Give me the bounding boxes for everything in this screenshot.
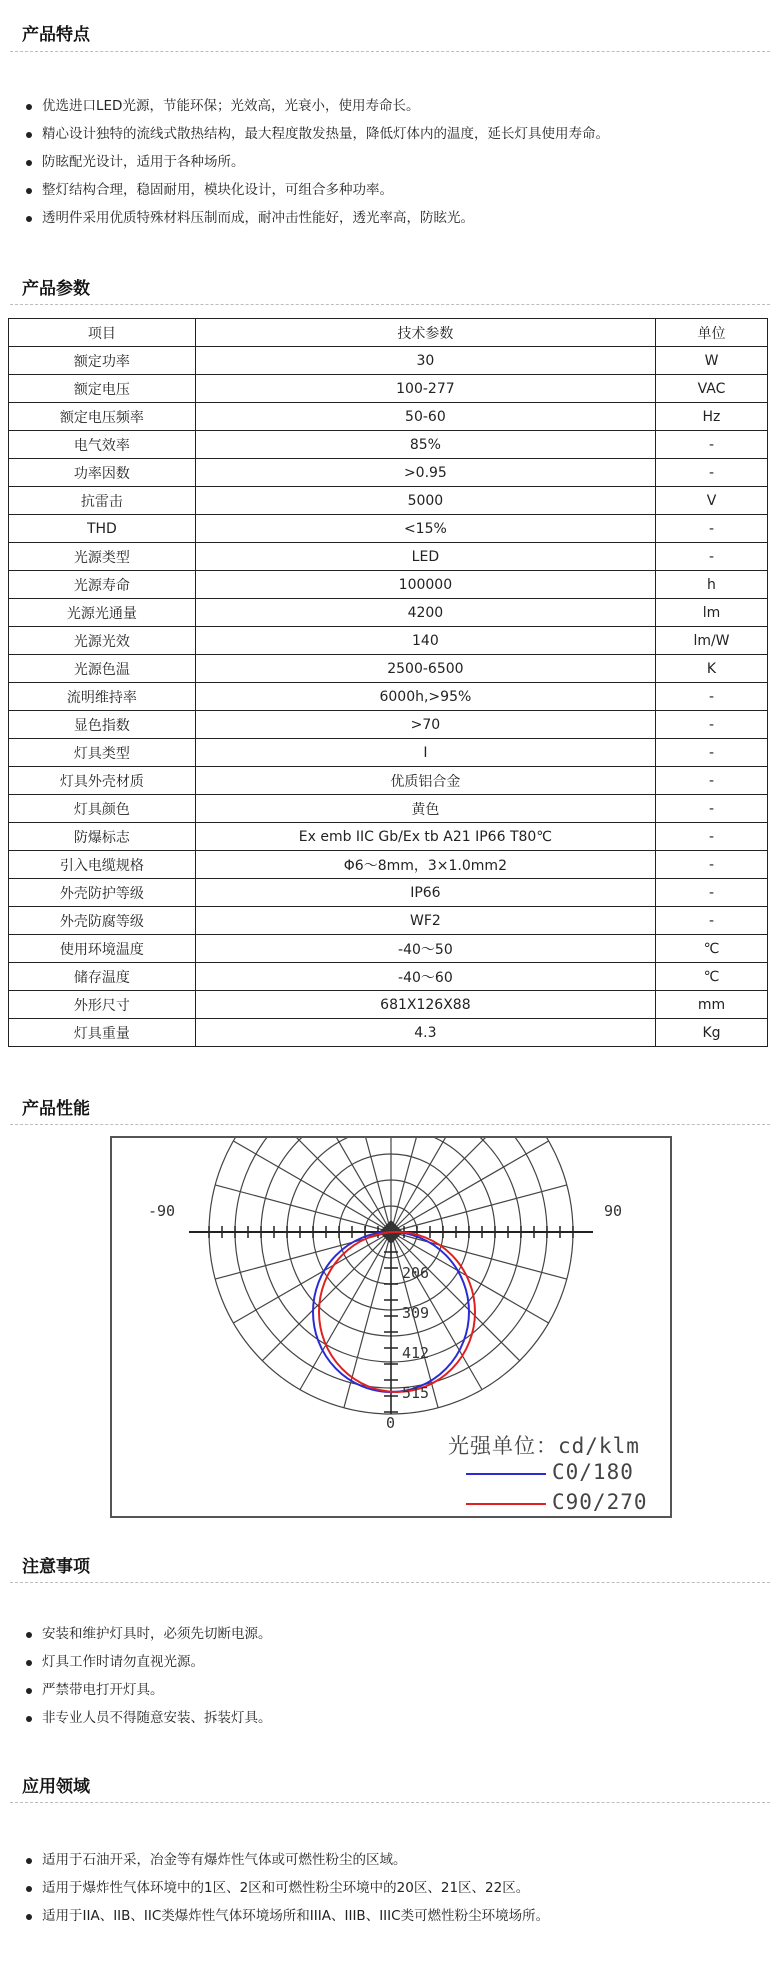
param-name-cell: 光源寿命 xyxy=(9,571,196,599)
param-value-cell: 黄色 xyxy=(195,795,655,823)
notes-title: 注意事项 xyxy=(22,1557,90,1577)
params-table xyxy=(8,318,768,1047)
table-row xyxy=(9,571,768,599)
table-row xyxy=(9,935,768,963)
table-row xyxy=(9,711,768,739)
param-value-cell: 6000h,>95% xyxy=(195,683,655,711)
param-name-cell: 引入电缆规格 xyxy=(9,851,196,879)
param-value-cell: LED xyxy=(195,543,655,571)
applications-divider xyxy=(10,1802,770,1803)
param-name-cell: 外形尺寸 xyxy=(9,991,196,1019)
param-name-cell: 防爆标志 xyxy=(9,823,196,851)
param-unit-cell: V xyxy=(655,487,767,515)
param-value-cell: 优质铝合金 xyxy=(195,767,655,795)
param-unit-cell: - xyxy=(655,879,767,907)
header-unit: 单位 xyxy=(655,319,767,347)
param-name-cell: 显色指数 xyxy=(9,711,196,739)
table-row xyxy=(9,795,768,823)
legend-swatch-blue xyxy=(466,1473,546,1475)
param-name-cell: 光源类型 xyxy=(9,543,196,571)
param-name-cell: 灯具类型 xyxy=(9,739,196,767)
param-name-cell: 灯具外壳材质 xyxy=(9,767,196,795)
param-unit-cell: ℃ xyxy=(655,935,767,963)
param-unit-cell: - xyxy=(655,739,767,767)
list-item: 防眩配光设计，适用于各种场所。 xyxy=(22,148,609,176)
features-title: 产品特点 xyxy=(22,25,90,45)
param-unit-cell: - xyxy=(655,459,767,487)
param-unit-cell: lm/W xyxy=(655,627,767,655)
param-unit-cell: - xyxy=(655,907,767,935)
table-row xyxy=(9,879,768,907)
list-item: 适用于IIA、IIB、IIC类爆炸性气体环境场所和IIIA、IIIB、IIIC类可燃性粉尘环境场所。 xyxy=(22,1902,549,1930)
param-value-cell: 85% xyxy=(195,431,655,459)
table-row xyxy=(9,1019,768,1047)
param-unit-cell: - xyxy=(655,823,767,851)
param-value-cell: >70 xyxy=(195,711,655,739)
grid-spoke xyxy=(262,1232,391,1361)
features-divider xyxy=(10,51,770,52)
param-value-cell: >0.95 xyxy=(195,459,655,487)
list-item: 精心设计独特的流线式散热结构，最大程度散发热量，降低灯体内的温度，延长灯具使用寿命。 xyxy=(22,120,609,148)
param-value-cell: WF2 xyxy=(195,907,655,935)
param-name-cell: 额定电压频率 xyxy=(9,403,196,431)
legend-swatch-red xyxy=(466,1503,546,1505)
param-value-cell: -40～50 xyxy=(195,935,655,963)
param-unit-cell: - xyxy=(655,543,767,571)
param-unit-cell: - xyxy=(655,431,767,459)
angle-label-right: 90 xyxy=(604,1202,623,1220)
param-value-cell: 4.3 xyxy=(195,1019,655,1047)
param-value-cell: 30 xyxy=(195,347,655,375)
param-value-cell: 4200 xyxy=(195,599,655,627)
param-name-cell: 外壳防护等级 xyxy=(9,879,196,907)
param-name-cell: 外壳防腐等级 xyxy=(9,907,196,935)
param-unit-cell: - xyxy=(655,795,767,823)
radial-tick-label: 515 xyxy=(402,1384,430,1402)
table-row xyxy=(9,599,768,627)
table-row xyxy=(9,767,768,795)
legend-label: C90/270 xyxy=(552,1490,648,1514)
param-name-cell: 电气效率 xyxy=(9,431,196,459)
param-value-cell: 2500-6500 xyxy=(195,655,655,683)
table-row xyxy=(9,655,768,683)
table-row xyxy=(9,991,768,1019)
table-row xyxy=(9,487,768,515)
grid-spoke xyxy=(391,1185,567,1232)
param-name-cell: 使用环境温度 xyxy=(9,935,196,963)
param-unit-cell: - xyxy=(655,767,767,795)
radial-tick-label: 206 xyxy=(402,1264,430,1282)
param-unit-cell: K xyxy=(655,655,767,683)
param-name-cell: 光源光通量 xyxy=(9,599,196,627)
param-unit-cell: W xyxy=(655,347,767,375)
list-item: 灯具工作时请勿直视光源。 xyxy=(22,1648,272,1676)
radial-tick-label: 412 xyxy=(402,1344,430,1362)
table-header-row xyxy=(9,319,768,347)
table-row xyxy=(9,851,768,879)
table-row xyxy=(9,375,768,403)
params-divider xyxy=(10,304,770,305)
header-spec: 技术参数 xyxy=(195,319,655,347)
param-name-cell: 额定功率 xyxy=(9,347,196,375)
grid-spoke xyxy=(262,1138,391,1232)
grid-spoke xyxy=(391,1141,549,1232)
param-value-cell: 50-60 xyxy=(195,403,655,431)
list-item: 适用于石油开采，冶金等有爆炸性气体或可燃性粉尘的区域。 xyxy=(22,1846,549,1874)
param-name-cell: 流明维持率 xyxy=(9,683,196,711)
table-row xyxy=(9,431,768,459)
param-value-cell: I xyxy=(195,739,655,767)
param-name-cell: 抗雷击 xyxy=(9,487,196,515)
param-unit-cell: - xyxy=(655,515,767,543)
param-name-cell: THD xyxy=(9,515,196,543)
performance-divider xyxy=(10,1124,770,1125)
table-row xyxy=(9,823,768,851)
param-name-cell: 功率因数 xyxy=(9,459,196,487)
table-row xyxy=(9,543,768,571)
table-row xyxy=(9,459,768,487)
angle-label-left: -90 xyxy=(148,1202,176,1220)
chart-unit-label: 光强单位：cd/klm xyxy=(448,1434,640,1458)
param-unit-cell: h xyxy=(655,571,767,599)
header-item: 项目 xyxy=(9,319,196,347)
list-item: 优选进口LED光源，节能环保；光效高，光衰小，使用寿命长。 xyxy=(22,92,609,120)
list-item: 安装和维护灯具时，必须先切断电源。 xyxy=(22,1620,272,1648)
param-value-cell: 140 xyxy=(195,627,655,655)
list-item: 整灯结构合理，稳固耐用，模块化设计，可组合多种功率。 xyxy=(22,176,609,204)
param-value-cell: <15% xyxy=(195,515,655,543)
list-item: 非专业人员不得随意安装、拆装灯具。 xyxy=(22,1704,272,1732)
notes-list xyxy=(22,1620,272,1732)
param-unit-cell: - xyxy=(655,711,767,739)
grid-spoke xyxy=(391,1232,520,1361)
param-unit-cell: VAC xyxy=(655,375,767,403)
table-row xyxy=(9,683,768,711)
legend-c90 xyxy=(466,1490,696,1518)
grid-spoke xyxy=(391,1138,520,1232)
legend-c0 xyxy=(466,1460,696,1488)
applications-title: 应用领域 xyxy=(22,1777,90,1797)
param-value-cell: 681X126X88 xyxy=(195,991,655,1019)
legend-label: C0/180 xyxy=(552,1460,634,1484)
grid-spoke xyxy=(233,1141,391,1232)
radial-tick-label: 309 xyxy=(402,1304,430,1322)
param-value-cell: -40～60 xyxy=(195,963,655,991)
table-row xyxy=(9,739,768,767)
param-unit-cell: Kg xyxy=(655,1019,767,1047)
param-name-cell: 灯具重量 xyxy=(9,1019,196,1047)
table-row xyxy=(9,907,768,935)
param-value-cell: 100000 xyxy=(195,571,655,599)
param-value-cell: IP66 xyxy=(195,879,655,907)
applications-list xyxy=(22,1846,549,1930)
table-row xyxy=(9,515,768,543)
table-row xyxy=(9,963,768,991)
param-unit-cell: Hz xyxy=(655,403,767,431)
performance-title: 产品性能 xyxy=(22,1099,90,1119)
list-item: 适用于爆炸性气体环境中的1区、2区和可燃性粉尘环境中的20区、21区、22区。 xyxy=(22,1874,549,1902)
param-unit-cell: ℃ xyxy=(655,963,767,991)
param-name-cell: 灯具颜色 xyxy=(9,795,196,823)
param-value-cell: Ex emb IIC Gb/Ex tb A21 IP66 T80℃ xyxy=(195,823,655,851)
list-item: 透明件采用优质特殊材料压制而成，耐冲击性能好，透光率高，防眩光。 xyxy=(22,204,609,232)
table-row xyxy=(9,627,768,655)
table-row xyxy=(9,403,768,431)
params-title: 产品参数 xyxy=(22,279,90,299)
param-unit-cell: - xyxy=(655,683,767,711)
list-item: 严禁带电打开灯具。 xyxy=(22,1676,272,1704)
notes-divider xyxy=(10,1582,770,1583)
param-value-cell: 5000 xyxy=(195,487,655,515)
param-value-cell: Φ6～8mm，3×1.0mm2 xyxy=(195,851,655,879)
param-unit-cell: - xyxy=(655,851,767,879)
table-row xyxy=(9,347,768,375)
param-name-cell: 额定电压 xyxy=(9,375,196,403)
param-value-cell: 100-277 xyxy=(195,375,655,403)
angle-label-bottom: 0 xyxy=(386,1414,396,1432)
features-list xyxy=(22,92,609,232)
param-name-cell: 光源色温 xyxy=(9,655,196,683)
param-unit-cell: lm xyxy=(655,599,767,627)
param-name-cell: 储存温度 xyxy=(9,963,196,991)
grid-spoke xyxy=(215,1185,391,1232)
param-unit-cell: mm xyxy=(655,991,767,1019)
param-name-cell: 光源光效 xyxy=(9,627,196,655)
